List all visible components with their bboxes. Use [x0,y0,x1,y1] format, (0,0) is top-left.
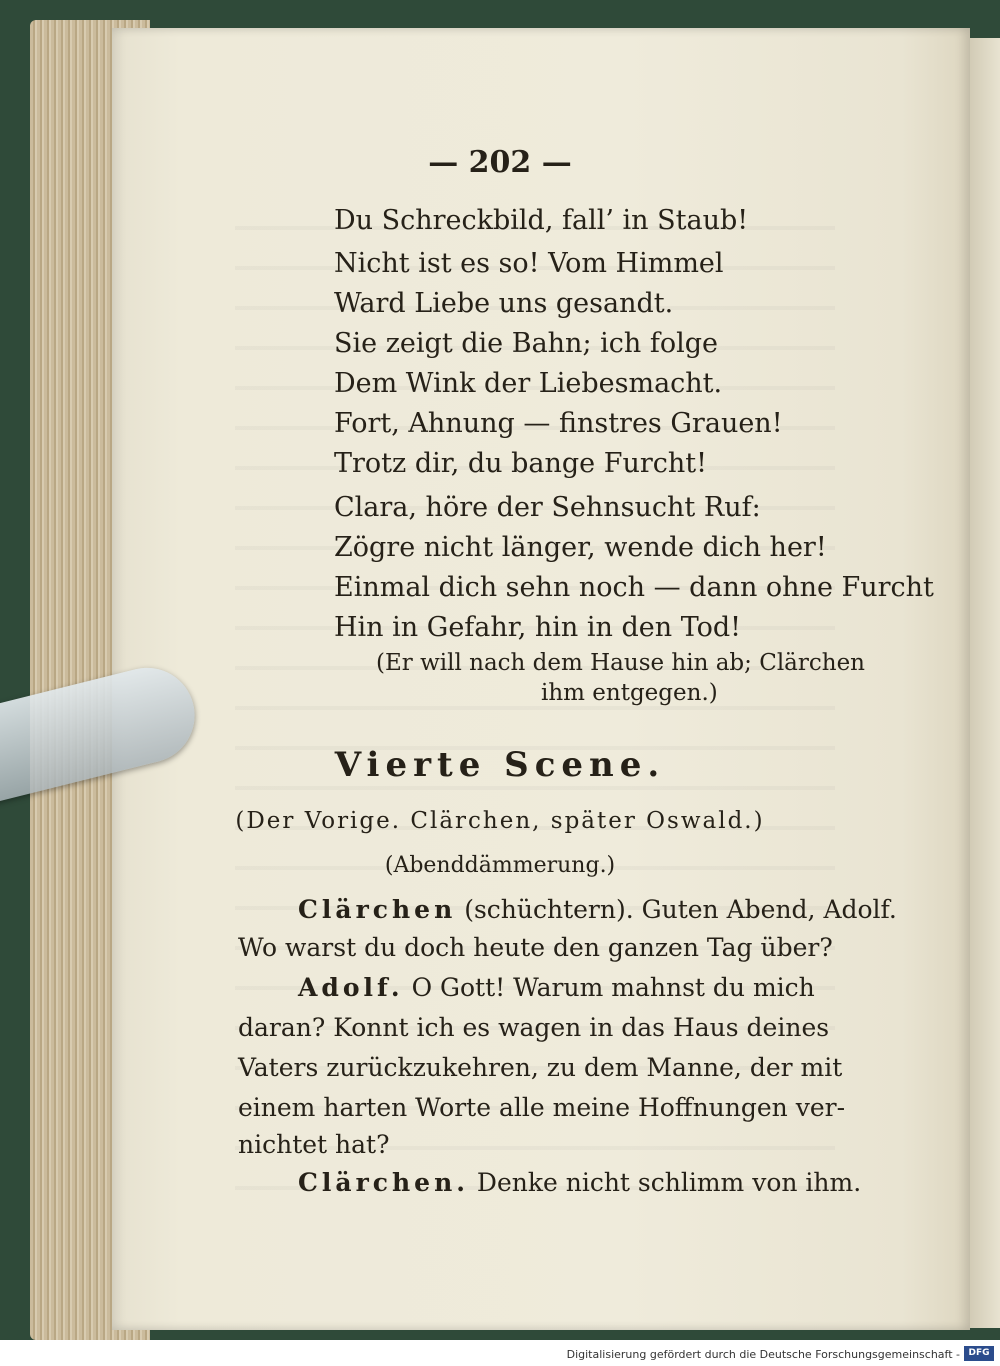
scene-heading: Vierte Scene. [334,745,666,785]
speaker-name: Clärchen. [298,1168,469,1197]
verse-line: Fort, Ahnung — finstres Grauen! [334,408,783,439]
verse-line: Nicht ist es so! Vom Himmel [334,248,724,279]
dfg-logo: DFG [964,1346,994,1361]
speaker-name: Clärchen [298,895,457,924]
dialogue-line: Wo warst du doch heute den ganzen Tag über? [238,933,833,962]
facing-page [966,38,1000,1328]
dialogue-line [298,1168,861,1197]
verse-line: Zögre nicht länger, wende dich her! [334,532,827,563]
verse-line: Dem Wink der Liebesmacht. [334,368,723,399]
stage-direction: ihm entgegen.) [541,680,718,706]
verse-line: Ward Liebe uns gesandt. [334,288,674,319]
dialogue-line [298,973,815,1002]
speaker-name: Adolf. [298,973,404,1002]
dialogue-text: O Gott! Warum mahnst du mich [411,973,815,1002]
dialogue-line [298,895,897,924]
page-number: — 202 — [428,145,572,180]
dialogue-line: daran? Konnt ich es wagen in das Haus deines [238,1013,830,1042]
dialogue-line: nichtet hat? [238,1130,390,1159]
dialogue-text: Denke nicht schlimm von ihm. [476,1168,862,1197]
dialogue-text: (schüchtern). Guten Abend, Adolf. [464,895,897,924]
verse-line: Hin in Gefahr, hin in den Tod! [334,612,742,643]
dialogue-line: Vaters zurückzukehren, zu dem Manne, der mit [238,1053,843,1082]
stage-direction: (Er will nach dem Hause hin ab; Clärchen [376,650,865,676]
verse-line: Trotz dir, du bange Furcht! [334,448,707,479]
verse-line: Einmal dich sehn noch — dann ohne Furcht [334,572,934,603]
scene-cast: (Der Vorige. Clärchen, später Oswald.) [235,808,765,834]
verse-line: Sie zeigt die Bahn; ich folge [334,328,718,359]
verse-line: Clara, höre der Sehnsucht Ruf: [334,492,761,523]
verse-line: Du Schreckbild, fall’ in Staub! [334,205,749,236]
dialogue-line: einem harten Worte alle meine Hoffnungen ver- [238,1093,846,1122]
funding-credit: Digitalisierung gefördert durch die Deutsche Forschungsgemeinschaft - [566,1348,960,1361]
scene-time: (Abenddämmerung.) [384,853,616,878]
